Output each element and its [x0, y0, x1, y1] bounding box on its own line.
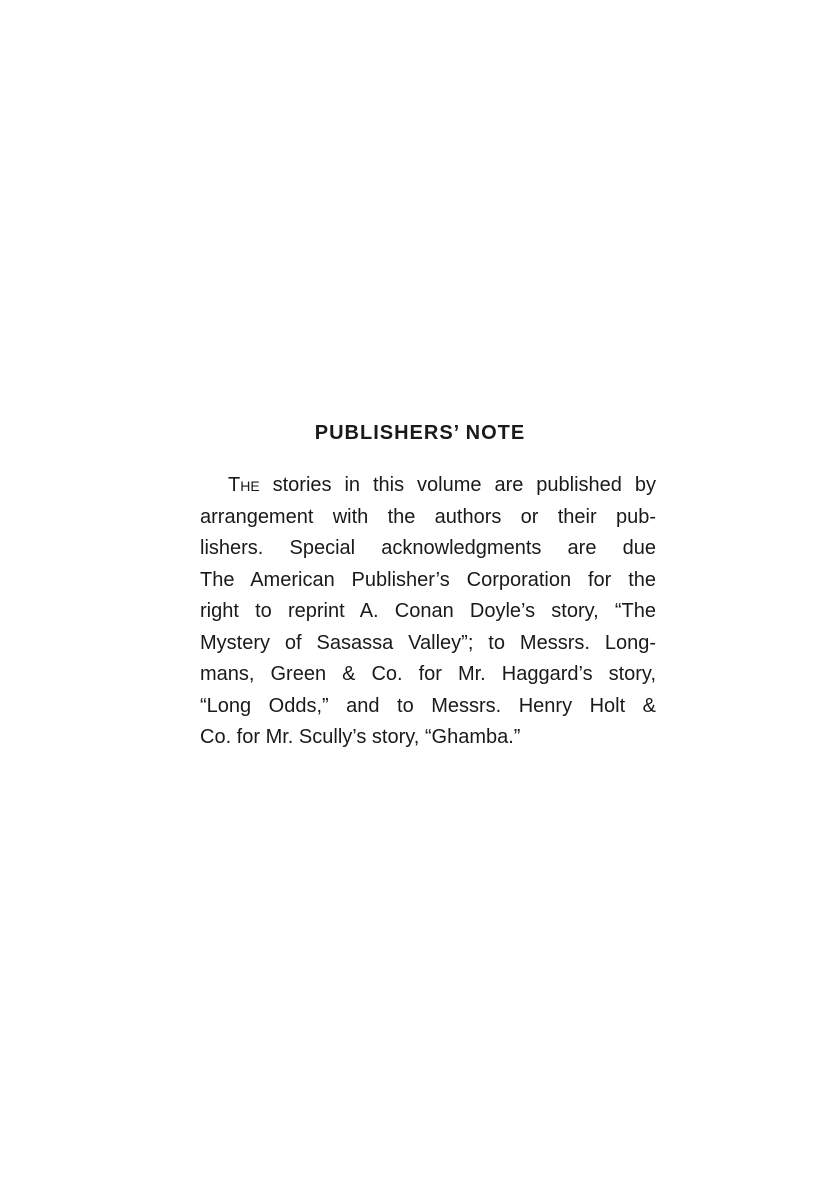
paragraph-line-3: lishers. Special acknowledgments are due [200, 537, 656, 559]
paragraph-line-4: The American Publisher’s Corporation for the [200, 568, 656, 591]
paragraph-line-6: Mystery of Sasassa Valley”; to Messrs. Long- [200, 631, 656, 654]
paragraph-line-1-text: stories in this volume are published by [259, 474, 656, 496]
paragraph-line-5: right to reprint A. Conan Doyle’s story, “The [200, 600, 656, 622]
publishers-note-paragraph [200, 470, 656, 754]
paragraph-line-8: “Long Odds,” and to Messrs. Henry Holt & [200, 694, 656, 717]
page-title: PUBLISHERS’ NOTE [314, 422, 526, 444]
paragraph-line-7: mans, Green & Co. for Mr. Haggard’s story, [200, 663, 656, 685]
paragraph-line-9: Co. for Mr. Scully’s story, “Ghamba.” [200, 726, 521, 748]
paragraph-line-2: arrangement with the authors or their pub- [200, 505, 656, 528]
paragraph-line-1 [200, 470, 656, 502]
lead-word: The [228, 474, 260, 496]
